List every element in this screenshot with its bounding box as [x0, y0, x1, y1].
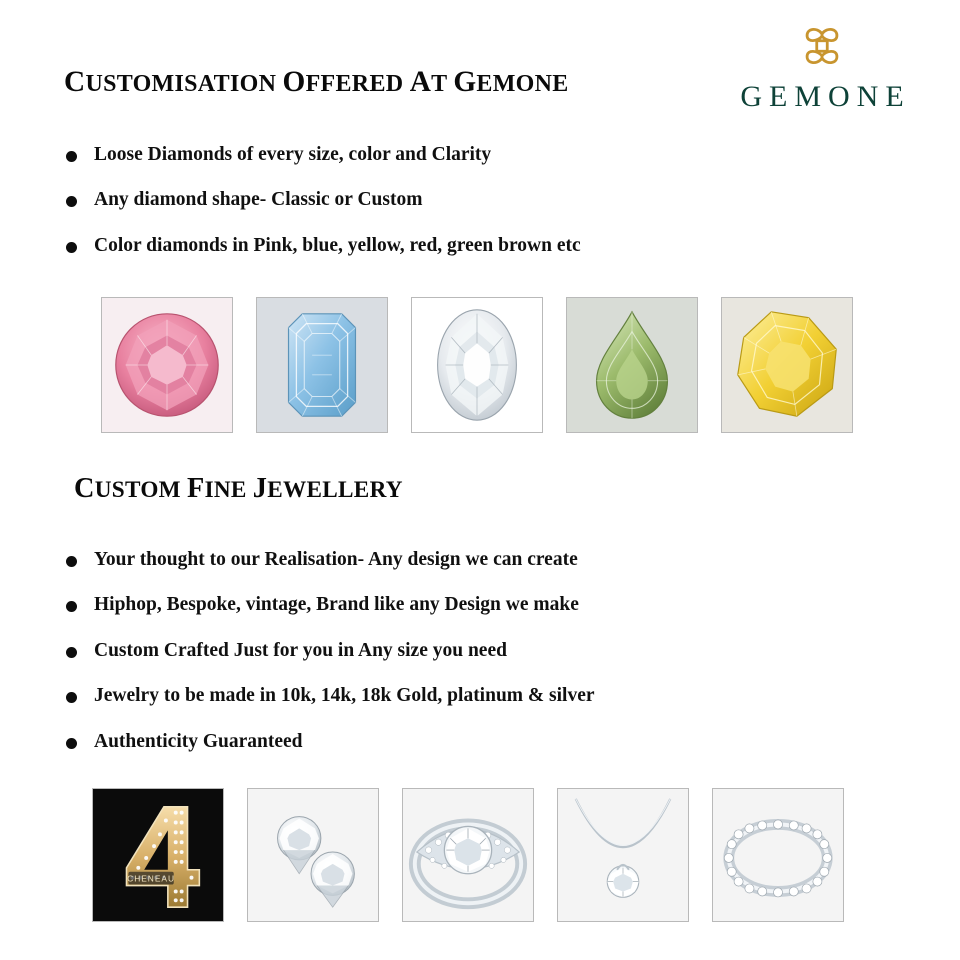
list-item: Your thought to our Realisation- Any design we can create [60, 548, 900, 572]
jewellery-image-row [92, 788, 844, 922]
list-item: Loose Diamonds of every size, color and Clarity [60, 143, 880, 167]
hiphop-number-four-pendant-graphic [93, 789, 223, 921]
list-item: Jewelry to be made in 10k, 14k, 18k Gold, platinum & silver [60, 684, 900, 708]
diamond-feature-list [60, 143, 880, 258]
list-item: Any diamond shape- Classic or Custom [60, 188, 880, 212]
diamond-stud-earrings [247, 788, 379, 922]
jewellery-feature-list [60, 548, 900, 754]
diamond-stud-earrings-graphic [248, 789, 378, 921]
vintage-engagement-ring-graphic [403, 789, 533, 921]
solitaire-pendant-necklace-graphic [558, 789, 688, 921]
pink-round-diamond-graphic [102, 298, 232, 432]
page-title: CUSTOMISATION OFFERED AT GEMONE [64, 66, 569, 98]
gemone-clover-logo-icon [794, 18, 850, 74]
vintage-engagement-ring [402, 788, 534, 922]
solitaire-pendant-necklace [557, 788, 689, 922]
hiphop-number-four-pendant [92, 788, 224, 922]
list-item: Hiphop, Bespoke, vintage, Brand like any Design we make [60, 593, 900, 617]
diamond-tennis-bracelet [712, 788, 844, 922]
diamond-tennis-bracelet-graphic [713, 789, 843, 921]
list-item: Color diamonds in Pink, blue, yellow, red, green brown etc [60, 234, 880, 258]
brand-name: GEMONE [740, 80, 911, 113]
blue-emerald-cut-diamond-graphic [257, 298, 387, 432]
yellow-radiant-diamond-graphic [722, 298, 852, 432]
green-pear-diamond [566, 297, 698, 433]
section-title-jewellery: CUSTOM FINE JEWELLERY [74, 473, 403, 504]
pendant-caption: CHENEAU [127, 873, 175, 884]
list-item: Custom Crafted Just for you in Any size you need [60, 639, 900, 663]
blue-emerald-cut-diamond [256, 297, 388, 433]
diamond-image-row [101, 297, 853, 433]
white-oval-diamond [411, 297, 543, 433]
white-oval-diamond-graphic [412, 298, 542, 432]
green-pear-diamond-graphic [567, 298, 697, 432]
list-item: Authenticity Guaranteed [60, 730, 900, 754]
brand-logo [712, 18, 932, 114]
pink-round-diamond [101, 297, 233, 433]
yellow-radiant-diamond [721, 297, 853, 433]
